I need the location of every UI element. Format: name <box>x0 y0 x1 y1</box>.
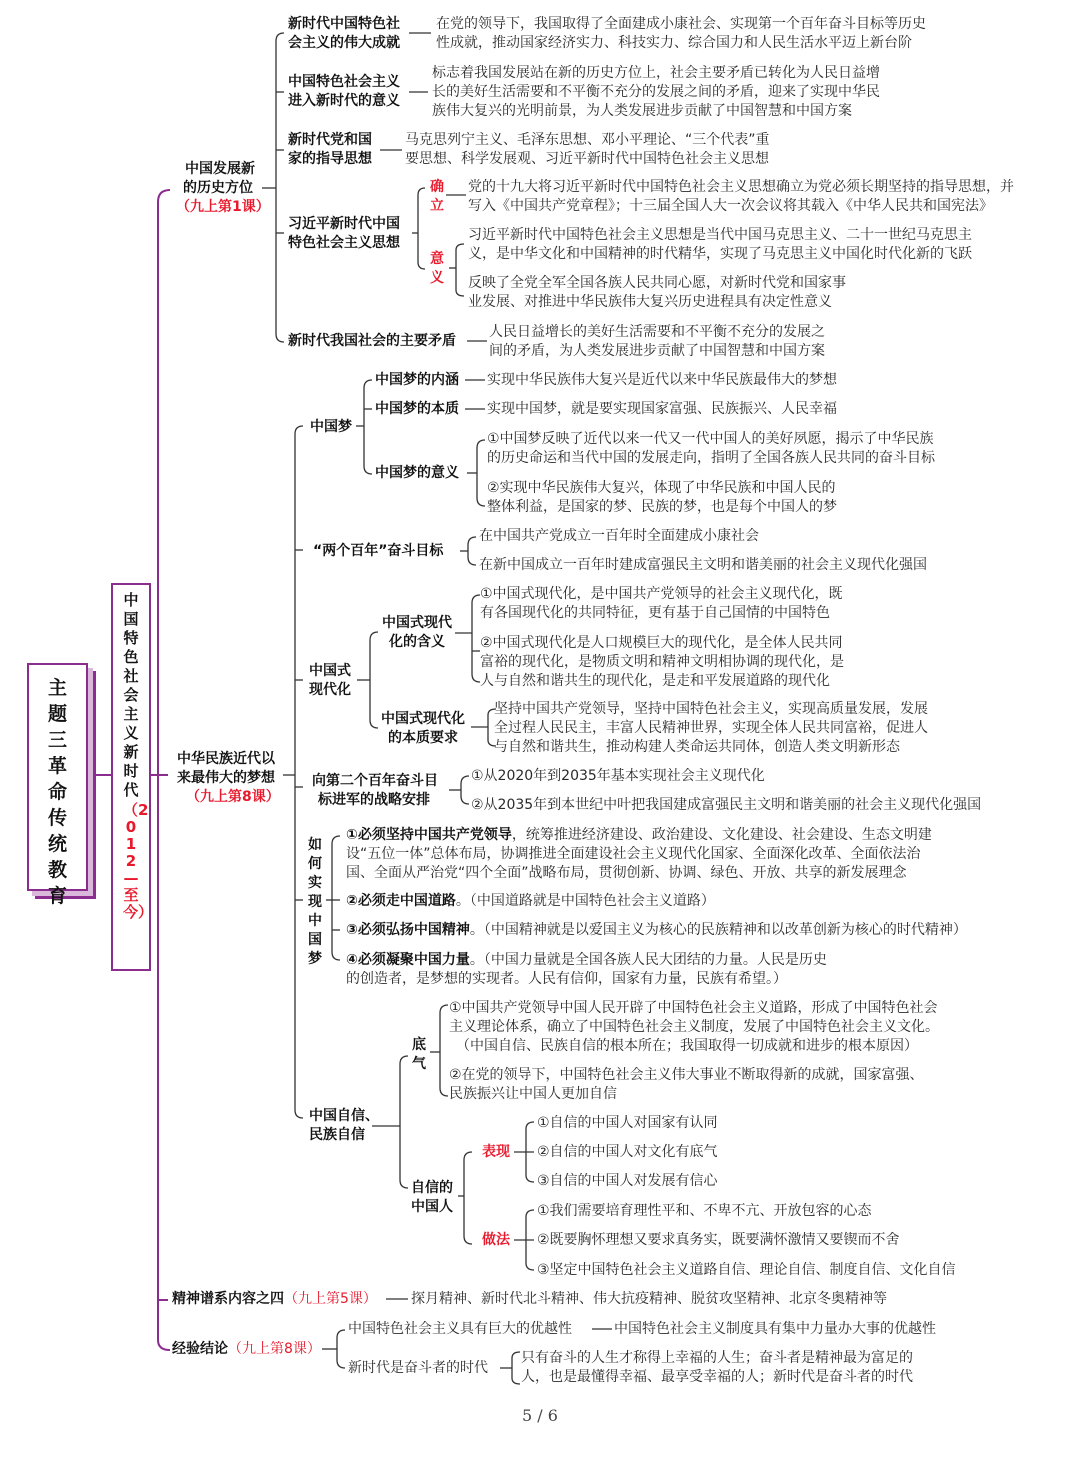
s2-title-line1: 中华民族近代以 <box>177 751 275 767</box>
do-1: ①我们需要培育理性平和、不卑不亢、开放包容的心态 <box>537 1203 872 1219</box>
s1-e-line1: 人民日益增长的美好生活需要和不平衡不充分的发展之 <box>489 324 825 340</box>
modern-def-title2: 化的含义 <box>389 634 445 650</box>
dream-c-line1: ①中国梦反映了近代以来一代又一代中国人的美好夙愿，揭示了中华民族 <box>487 431 934 447</box>
s1-d-tag-meaning: 意义 <box>430 251 444 286</box>
s1-b-line1: 标志着我国发展站在新的历史方位上，社会主要矛盾已转化为人民日益增 <box>432 65 880 81</box>
modern-def-line5: 人与自然和谐共生的现代化，是走和平发展道路的现代化 <box>480 673 830 689</box>
how-2-bold: ②必须走中国道路 <box>346 893 456 909</box>
modern-req-title2: 的本质要求 <box>388 730 458 746</box>
person-title1: 自信的 <box>411 1180 453 1196</box>
s1-c-title1: 新时代党和国 <box>288 132 372 148</box>
s1-d-line2: 写入《中国共产党章程》；十三届全国人大一次会议将其载入《中华人民共和国宪法》 <box>468 198 993 214</box>
march-title2: 标进军的战略安排 <box>318 792 430 808</box>
person-title2: 中国人 <box>411 1199 453 1215</box>
s1-d-line5: 反映了全党全军全国各族人民共同心愿，对新时代党和国家事 <box>468 275 846 291</box>
modern-def-line4: 富裕的现代化，是物质文明和精神文明相协调的现代化，是 <box>480 654 844 670</box>
s2-lesson: （九上第8课） <box>186 789 280 805</box>
s1-c-title2: 家的指导思想 <box>288 151 372 167</box>
march-1: ①从2020年到2035年基本实现社会主义现代化 <box>471 768 765 784</box>
goals-title: “两个百年”奋斗目标 <box>313 543 444 559</box>
how-1-text: ，统筹推进经济建设、政治建设、文化建设、社会建设、生态文明建 <box>511 827 932 843</box>
modern-def-line2: 有各国现代化的共同特征，更有基于自己国情的中国特色 <box>480 605 830 621</box>
modern-req-line3: 与自然和谐共生，推动构建人类命运共同体，创造人类文明新形态 <box>494 739 900 755</box>
how-title: 如何实现中国梦 <box>308 837 322 967</box>
s3-text: 探月精神、新时代北斗精神、伟大抗疫精神、脱贫攻坚精神、北京冬奥精神等 <box>411 1291 887 1307</box>
show-title: 表现 <box>482 1144 510 1160</box>
goal-2: 在新中国成立一百年时建成富强民主文明和谐美丽的社会主义现代化强国 <box>479 557 927 573</box>
s3-heading <box>172 1290 377 1309</box>
s4-b-line2: 人，也是最懂得幸福、最享受幸福的人；新时代是奋斗者的时代 <box>521 1369 913 1385</box>
base-line5: 民族振兴让中国人更加自信 <box>449 1086 617 1102</box>
how-3-bold: ③必须弘扬中国精神 <box>346 922 470 938</box>
show-3: ③自信的中国人对发展有信心 <box>537 1173 718 1189</box>
s4-heading <box>172 1340 321 1359</box>
modern-title1: 中国式 <box>309 663 351 679</box>
era-range: （2012—至今） <box>123 801 154 921</box>
s3-title: 精神谱系内容之四 <box>172 1291 284 1307</box>
era-box <box>111 583 154 971</box>
dream-c-line4: 整体利益，是国家的梦、民族的梦，也是每个中国人的梦 <box>487 499 837 515</box>
s1-d-line6: 业发展、对推进中华民族伟大复兴历史进程具有决定性意义 <box>468 294 832 310</box>
show-1: ①自信的中国人对国家有认同 <box>537 1115 718 1131</box>
dream-c-line2: 的历史命运和当代中国的发展走向，指明了全国各族人民共同的奋斗目标 <box>487 450 935 466</box>
s1-b-title1: 中国特色社会主义 <box>288 74 400 90</box>
do-2: ②既要胸怀理想又要求真务实，既要满怀激情又要锲而不舍 <box>537 1232 900 1248</box>
s1-d-title2: 特色社会主义思想 <box>288 235 400 251</box>
s1-b-line3: 族伟大复兴的光明前景，为人类发展进步贡献了中国智慧和中国方案 <box>432 103 852 119</box>
how-4-line2: 的创造者，是梦想的实现者。人民有信仰，国家有力量，民族有希望。） <box>346 971 787 987</box>
s1-d-title1: 习近平新时代中国 <box>288 216 400 232</box>
how-1-line2: 设“五位一体”总体布局，协调推进全面建设社会主义现代化国家、全面深化改革、全面依法治 <box>346 846 921 862</box>
main-title-box <box>27 663 88 907</box>
main-title: 主题三革命传统教育 <box>47 677 67 907</box>
s4-a-text: 中国特色社会主义制度具有集中力量办大事的优越性 <box>614 1321 936 1337</box>
base-line1: ①中国共产党领导中国人民开辟了中国特色社会主义道路，形成了中国特色社会 <box>449 1000 938 1016</box>
confidence-title2: 民族自信 <box>309 1127 365 1143</box>
modern-req-title1: 中国式现代化 <box>381 711 465 727</box>
show-2: ②自信的中国人对文化有底气 <box>537 1144 718 1160</box>
s4-b: 新时代是奋斗者的时代 <box>348 1360 488 1376</box>
s1-a-title2: 会主义的伟大成就 <box>288 35 400 51</box>
s1-d-line1: 党的十九大将习近平新时代中国特色社会主义思想确立为党必须长期坚持的指导思想，并 <box>468 179 1014 195</box>
do-title: 做法 <box>482 1232 510 1248</box>
how-2 <box>346 892 715 911</box>
modern-req-line1: 坚持中国共产党领导，坚持中国特色社会主义，实现高质量发展，发展 <box>494 701 928 717</box>
s1-a-line1: 在党的领导下，我国取得了全面建成小康社会、实现第一个百年奋斗目标等历史 <box>436 16 926 32</box>
s1-title-line2: 的历史方位 <box>183 180 253 196</box>
page-number: 5 / 6 <box>522 1406 558 1425</box>
s1-lesson: （九上第1课） <box>176 199 270 215</box>
s1-b-title2: 进入新时代的意义 <box>288 93 400 109</box>
how-1-bold: ①必须坚持中国共产党领导 <box>346 827 512 843</box>
modern-title2: 现代化 <box>309 682 351 698</box>
how-4-bold: ④必须凝聚中国力量 <box>346 952 470 968</box>
dream-c-line3: ②实现中华民族伟大复兴，体现了中华民族和中国人民的 <box>487 480 836 496</box>
s4-lesson: （九上第8课） <box>228 1341 321 1357</box>
how-4-text: 。（中国力量就是全国各族人民大团结的力量。人民是历史 <box>469 952 827 968</box>
s4-b-line1: 只有奋斗的人生才称得上幸福的人生；奋斗者是精神最为富足的 <box>521 1350 913 1366</box>
s4-a: 中国特色社会主义具有巨大的优越性 <box>348 1321 572 1337</box>
dream-b-title: 中国梦的本质 <box>375 401 459 417</box>
march-2: ②从2035年到本世纪中叶把我国建成富强民主文明和谐美丽的社会主义现代化强国 <box>471 797 982 813</box>
s1-title-line1: 中国发展新 <box>185 161 255 177</box>
base-line4: ②在党的领导下，中国特色社会主义伟大事业不断取得新的成就，国家富强、 <box>449 1067 924 1083</box>
how-3 <box>346 921 967 940</box>
s1-d-tag-establish: 确立 <box>430 179 444 214</box>
s1-c-line1: 马克思列宁主义、毛泽东思想、邓小平理论、“三个代表”重 <box>405 132 770 148</box>
s1-c-line2: 要思想、科学发展观、习近平新时代中国特色社会主义思想 <box>405 151 769 167</box>
base-title: 底气 <box>412 1037 426 1072</box>
how-1-line1 <box>346 826 932 845</box>
s1-b-line2: 长的美好生活需要和不平衡不充分的发展之间的矛盾，迎来了实现中华民 <box>432 84 880 100</box>
dream-a-title: 中国梦的内涵 <box>375 372 459 388</box>
dream-a-text: 实现中华民族伟大复兴是近代以来中华民族最伟大的梦想 <box>487 372 837 388</box>
modern-def-line1: ①中国式现代化，是中国共产党领导的社会主义现代化，既 <box>480 586 843 602</box>
how-4-line1 <box>346 951 827 970</box>
s1-d-line3: 习近平新时代中国特色社会主义思想是当代中国马克思主义、二十一世纪马克思主 <box>468 227 972 243</box>
s1-a-title1: 新时代中国特色社 <box>288 16 400 32</box>
era-title: 中国特色社会主义新时代 <box>123 591 139 799</box>
modern-req-line2: 全过程人民民主，丰富人民精神世界，实现全体人民共同富裕，促进人 <box>494 720 928 736</box>
goal-1: 在中国共产党成立一百年时全面建成小康社会 <box>479 528 759 544</box>
base-line3: （中国自信、民族自信的根本所在；我国取得一切成就和进步的根本原因） <box>456 1038 918 1054</box>
s1-e-line2: 间的矛盾，为人类发展进步贡献了中国智慧和中国方案 <box>489 343 825 359</box>
modern-def-title1: 中国式现代 <box>382 615 452 631</box>
confidence-title1: 中国自信、 <box>309 1108 379 1124</box>
base-line2: 主义理论体系，确立了中国特色社会主义制度，发展了中国特色社会主义文化。 <box>449 1019 939 1035</box>
s2-title-line2: 来最伟大的梦想 <box>177 770 275 786</box>
s4-title: 经验结论 <box>172 1341 228 1357</box>
modern-def-line3: ②中国式现代化是人口规模巨大的现代化，是全体人民共同 <box>480 635 843 651</box>
s1-a-line2: 性成就，推动国家经济实力、科技实力、综合国力和人民生活水平迈上新台阶 <box>436 35 912 51</box>
dream-title: 中国梦 <box>310 419 352 435</box>
dream-c-title: 中国梦的意义 <box>375 465 459 481</box>
march-title1: 向第二个百年奋斗目 <box>312 773 438 789</box>
how-2-text: 。（中国道路就是中国特色社会主义道路） <box>455 893 715 909</box>
s1-d-line4: 义，是中华文化和中国精神的时代精华，实现了马克思主义中国化时代化新的飞跃 <box>468 246 972 262</box>
how-3-text: 。（中国精神就是以爱国主义为核心的民族精神和以改革创新为核心的时代精神） <box>469 922 967 938</box>
s1-e-title: 新时代我国社会的主要矛盾 <box>288 333 456 349</box>
dream-b-text: 实现中国梦，就是要实现国家富强、民族振兴、人民幸福 <box>487 401 837 417</box>
do-3: ③坚定中国特色社会主义道路自信、理论自信、制度自信、文化自信 <box>537 1262 956 1278</box>
how-1-line3: 国、全面从严治党“四个全面”战略布局，贯彻创新、协调、绿色、开放、共享的新发展理念 <box>346 865 907 881</box>
s3-lesson: （九上第5课） <box>284 1291 377 1307</box>
